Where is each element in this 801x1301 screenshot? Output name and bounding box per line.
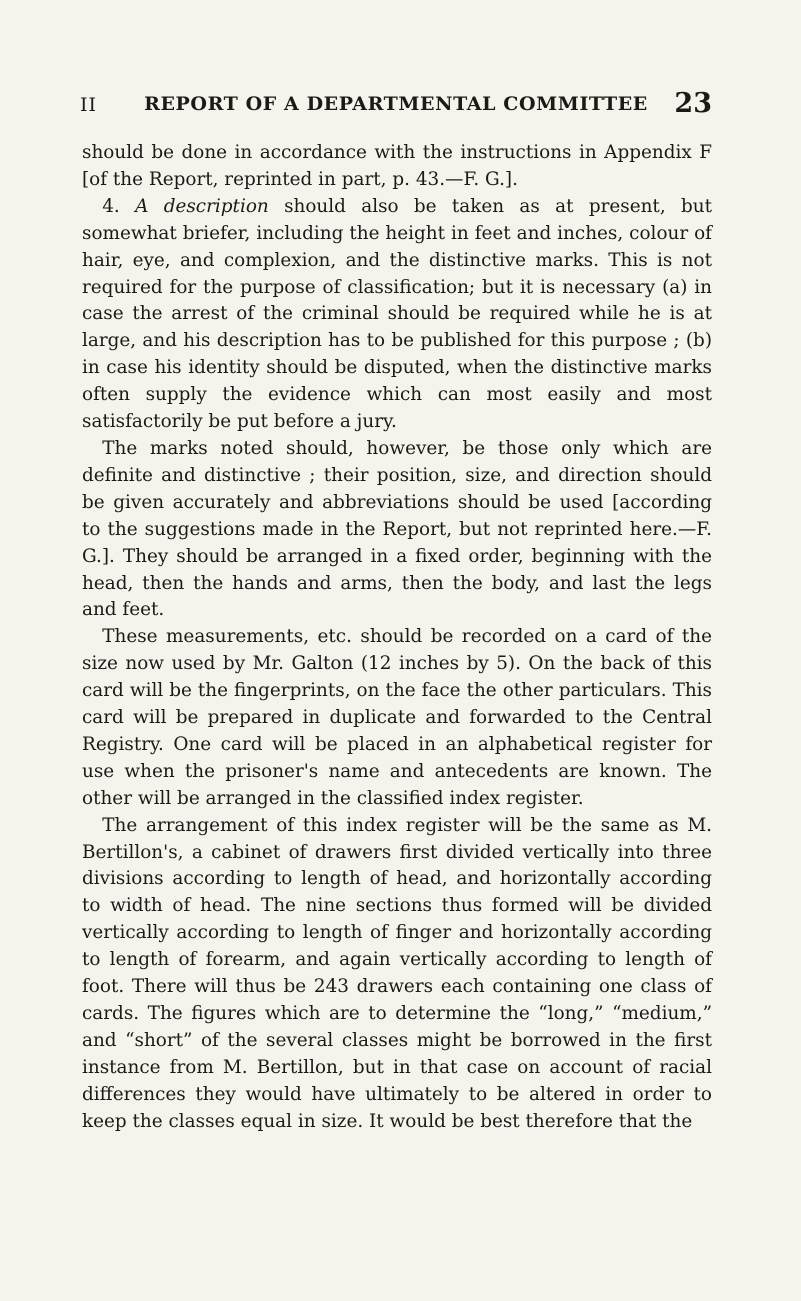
running-title: REPORT OF A DEPARTMENTAL COMMITTEE	[144, 93, 648, 115]
page-number: 23	[674, 88, 712, 119]
paragraph-card	[82, 624, 712, 812]
paragraph-number: 4.	[102, 195, 136, 217]
paragraph-marks	[82, 436, 712, 624]
running-head	[80, 88, 712, 122]
paragraph-text: These measurements, etc. should be recorded on a card of the size now used by Mr. Galton (12 inches by 5). On the back of this card will be the fingerprints, on the face the other particulars. This card will be prepared in duplicate and forwarded to the Central Registry. One card will be placed in an alphabetical register for use when the prisoner's name and antecedents are known. The other will be arranged in the classified index register.	[82, 626, 712, 809]
paragraph-text: should also be taken as at present, but somewhat briefer, including the height in feet and inches, colour of hair, eye, and complexion, and the distinctive marks. This is not required for the purpose of classification; but it is necessary (a) in case the arrest of the criminal should be required while he is at large, and his description has to be published for this purpose ; (b) in case his identity should be disputed, when the distinctive marks often supply the evidence which can most easily and most satisfactorily be put before a jury.	[82, 195, 712, 433]
section-number: II	[80, 94, 98, 116]
paragraph-description	[82, 194, 712, 436]
paragraph-text: should be done in accordance with the instructions in Appendix F [of the Report, reprinted in part, p. 43.—F. G.].	[82, 142, 712, 190]
paragraph-continuation	[82, 140, 712, 194]
body-text	[82, 140, 712, 1136]
paragraph-text: The arrangement of this index register will be the same as M. Bertillon's, a cabinet of drawers first divided vertically into three divisions according to length of head, and horizontally according to width of head. The nine sections thus formed will be divided vertically according to length of finger and horizontally according to length of forearm, and again vertically according to length of foot. There will thus be 243 drawers each containing one class of cards. The figures which are to determine the “long,” “medium,” and “short” of the several classes might be borrowed in the first instance from M. Bertillon, but in that case on account of racial differences they would have ultimately to be altered in order to keep the classes equal in size. It would be best therefore that the	[82, 814, 712, 1132]
paragraph-emphasis: A description	[135, 195, 269, 217]
paragraph-text: The marks noted should, however, be those only which are definite and distinctive ; their position, size, and direction should be given accurately and abbreviations should be used [according to the suggestions made in the Report, but not reprinted here.—F. G.]. They should be arranged in a fixed order, beginning with the head, then the hands and arms, then the body, and last the legs and feet.	[82, 437, 712, 621]
paragraph-index-register	[82, 813, 712, 1136]
